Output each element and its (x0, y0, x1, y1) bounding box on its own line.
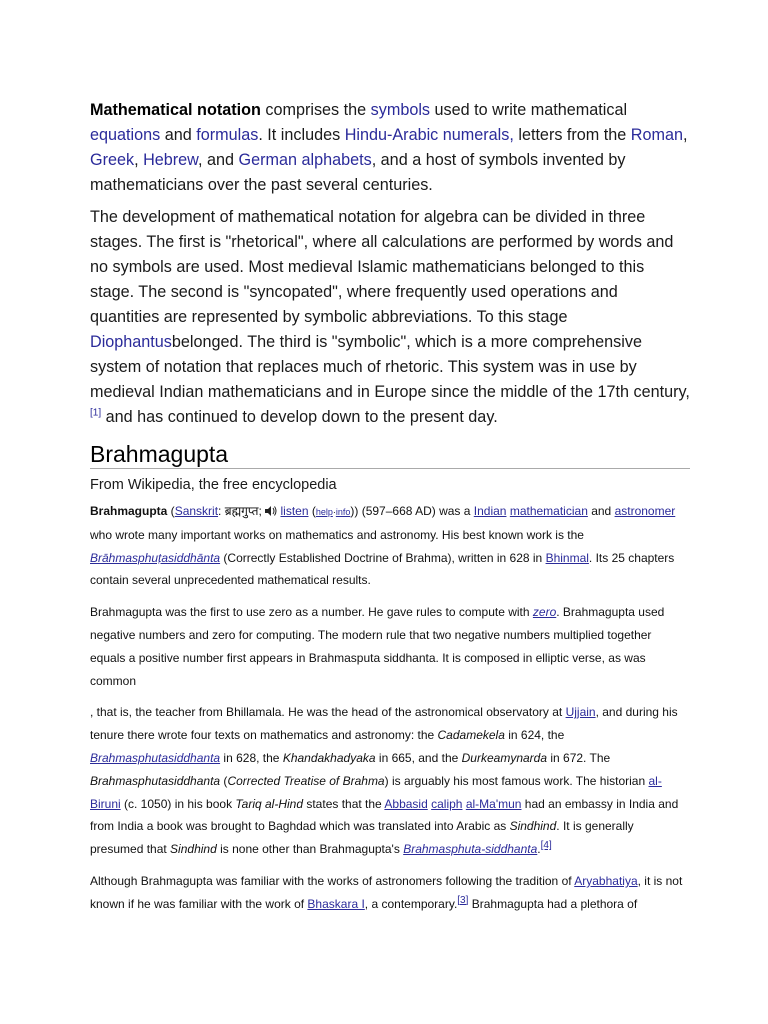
link-abbasid[interactable]: Abbasid (384, 796, 428, 811)
article-subject-name: Brahmagupta (90, 504, 168, 518)
link-german-alphabets[interactable]: German alphabets (238, 151, 372, 169)
citation-1[interactable]: [1] (90, 407, 102, 419)
link-help[interactable]: help (315, 507, 333, 517)
intro-paragraph: Mathematical notation comprises the symbols used to write mathematical equations and formulas. It includes Hindu-Arabic numerals, letters from the Roman, Greek, Hebrew, and German alphabets, and a host of symbols invented by mathematicians over the past several centuries. (90, 101, 688, 194)
link-ujjain[interactable]: Ujjain (565, 705, 596, 720)
link-bhinmal[interactable]: Bhinmal (545, 550, 589, 565)
document-page (90, 98, 690, 925)
link-indian[interactable]: Indian (473, 504, 507, 518)
article-paragraph-1: Brahmagupta (Sanskrit: ब्रह्मगुप्त; listen (help·info)) (597–668 AD) was a Indian mathematician and astronomer who wrote many important works on mathematics and astronomy. His best known work is the Brāhmasphuṭasiddhānta (Correctly Established Doctrine of Brahma), written in 628 in Bhinmal. Its 25 chapters contain several unprecedented mathematical results. (90, 504, 676, 588)
link-greek[interactable]: Greek (90, 151, 135, 169)
link-al-mamun[interactable]: al-Ma'mun (465, 796, 522, 811)
article-title: Brahmagupta (90, 437, 690, 469)
link-mathematician[interactable]: mathematician (509, 504, 588, 518)
article-paragraph-2: Brahmagupta was the first to use zero as a number. He gave rules to compute with zero. Brahmagupta used negative numbers and zero for computing. The modern rule that two negative numbers multiplied together equals a positive number first appears in Brahmasputa siddhanta. It is composed in elliptic verse, as was common (90, 605, 665, 688)
development-paragraph: The development of mathematical notation for algebra can be divided in three stages. The first is "rhetorical", where all calculations are performed by words and no symbols are used. Most medieval Islamic mathematicians belonged to this stage. The second is "syncopated", where frequently used operations and quantities are represented by symbolic abbreviations. To this stage Diophantusbelonged. The third is "symbolic", which is a more comprehensive system of notation that replaces much of rhetoric. This system was in use by medieval Indian mathematicians and in Europe since the middle of the 17th century,[1] and has continued to develop down to the present day. (90, 208, 690, 426)
citation-3[interactable]: [3] (457, 894, 469, 906)
link-brahmasphutasiddhanta[interactable]: Brahmasphutasiddhanta (90, 750, 221, 765)
link-hebrew[interactable]: Hebrew (143, 151, 198, 169)
link-astronomer[interactable]: astronomer (614, 504, 676, 518)
link-diophantus[interactable]: Diophantus (90, 333, 172, 351)
link-listen[interactable]: listen (280, 504, 309, 518)
article-paragraph-3: , that is, the teacher from Bhillamala. He was the head of the astronomical observatory at Ujjain, and during his tenure there wrote four texts on mathematics and astronomy: the Cadamekela in 624, the Brahmasphutasiddhanta in 628, the Khandakhadyaka in 665, and the Durkeamynarda in 672. The Brahmasphutasiddhanta (Corrected Treatise of Brahma) is arguably his most famous work. The historian al-Biruni (c. 1050) in his book Tariq al-Hind states that the Abbasid caliph al-Ma'mun had an embassy in India and from India a book was brought to Baghdad which was translated into Arabic as Sindhind. It is generally presumed that Sindhind is none other than Brahmagupta's Brahmasphuta-siddhanta.[4] (90, 705, 679, 857)
link-sanskrit[interactable]: Sanskrit (174, 504, 219, 518)
link-al-biruni[interactable]: al-Biruni (90, 773, 662, 811)
link-formulas[interactable]: formulas (196, 126, 259, 144)
link-bhaskara-i[interactable]: Bhaskara I (307, 896, 365, 911)
article-paragraph-4: Although Brahmagupta was familiar with the works of astronomers following the tradition of Aryabhatiya, it is not known if he was familiar with the work of Bhaskara I, a contemporary.[3] Brahmagupta had a plethora of (90, 873, 683, 911)
citation-4[interactable]: [4] (540, 840, 552, 852)
link-hindu-arabic-numerals[interactable]: Hindu-Arabic numerals, (344, 126, 514, 144)
link-brahmasphuta-siddhanta[interactable]: Brahmasphuta-siddhanta (403, 842, 538, 857)
link-caliph[interactable]: caliph (431, 796, 463, 811)
link-symbols[interactable]: symbols (370, 101, 431, 119)
link-roman[interactable]: Roman (630, 126, 683, 144)
link-equations[interactable]: equations (90, 126, 161, 144)
link-info[interactable]: info (335, 507, 351, 517)
link-zero[interactable]: zero (532, 605, 557, 620)
article-subtitle: From Wikipedia, the free encyclopedia (90, 477, 337, 493)
term-mathematical-notation: Mathematical notation (90, 101, 261, 119)
link-brahmasphutasiddhanta-work[interactable]: Brāhmasphuṭasiddhānta (90, 550, 221, 565)
speaker-icon[interactable] (265, 506, 277, 516)
link-aryabhatiya[interactable]: Aryabhatiya (574, 873, 638, 888)
